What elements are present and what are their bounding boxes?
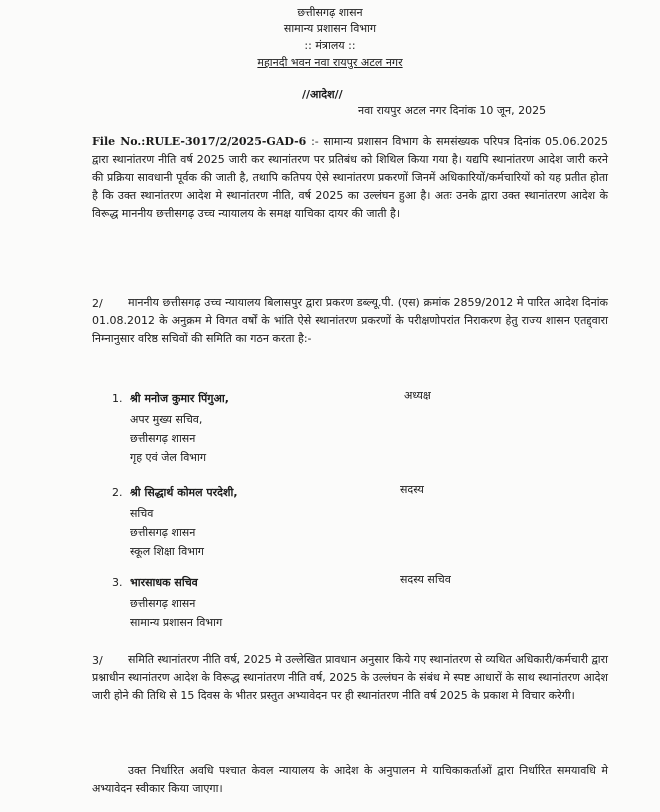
mantralaya-label: :: मंत्रालय :: [304,39,356,52]
member-2-detail: स्कूल शिक्षा विभाग [130,545,204,558]
member-2-role: सदस्य [400,483,424,496]
paragraph-2-text: माननीय छत्तीसगढ़ उच्च न्यायालय बिलासपुर द्वारा प्रकरण डब्ल्यू.पी. (एस) क्रमांक 2859/2012 मे पारित आदेश दिनांक 01.08.2012 के अनुक्रम मे विगत वर्षों के भांति ऐसे स्थानांतरण प्रकरणों के परीक्षणोपरांत निराकरण हेतु राज्य शासन एतद्द्वारा निम्नानुसार वरिष्ठ सचिवों की समिति का गठन करता है:- [92,296,608,345]
address-line: महानदी भवन नवा रायपुर अटल नगर [257,56,403,69]
member-2-detail: सचिव [130,507,154,520]
gov-name: छत्तीसगढ़ शासन [297,6,363,19]
paragraph-3-number: 3/ [92,654,103,667]
paragraph-1-text: :- सामान्य प्रशासन विभाग के समसंख्यक परिपत्र दिनांक 05.06.2025 द्वारा स्थानांतरण नीति वर्ष 2025 जारी कर स्थानांतरण पर प्रतिबंध को शिथिल किया गया है। यद्यपि स्थानांतरण आदेश जारी करने की प्रक्रिया सावधानी पूर्वक की जाती है, तथापि कतिपय ऐसे स्थानांतरण प्रकरणों जिनमें अधिकारियों/कर्मचारियों को यह प्रतीत होता है कि उक्त स्थानांतरण आदेश मे स्थानांतरण नीति, वर्ष 2025 का उल्लंघन हुआ है। अतः उनके द्वारा उक्त स्थानांतरण आदेश के विरूद्ध माननीय छत्तीसगढ़ उच्च न्यायालय के समक्ष याचिका दायर की जाती है। [92,135,608,220]
member-2-detail: छत्तीसगढ़ शासन [130,526,196,539]
member-1-detail: गृह एवं जेल विभाग [130,451,207,464]
member-3-detail: सामान्य प्रशासन विभाग [130,616,223,629]
paragraph-3-text: समिति स्थानांतरण नीति वर्ष, 2025 मे उल्लेखित प्रावधान अनुसार किये गए स्थानांतरण से व्यथित अधिकारी/कर्मचारी द्वारा प्रश्नाधीन स्थानांतरण आदेश के विरूद्ध स्थानांतरण नीति वर्ष, 2025 के उल्लंघन के संबंध मे स्पष्ट आधारों के साथ स्थानांतरण आदेश जारी होने की तिथि से 15 दिवस के भीतर प्रस्तुत अभ्यावेदन पर ही स्थानांतरण नीति वर्ष 2025 के प्रकाश मे विचार करेगी। [92,653,608,702]
member-1-detail: छत्तीसगढ़ शासन [130,432,196,445]
member-3-detail: छत्तीसगढ़ शासन [130,597,196,610]
member-1-name: श्री मनोज कुमार पिंगुआ, [130,392,229,405]
member-3-name: भारसाधक सचिव [130,576,198,589]
date-line: नवा रायपुर अटल नगर दिनांक 10 जून, 2025 [358,104,547,117]
paragraph-1 [92,133,608,223]
member-2-name: श्री सिद्धार्थ कोमल परदेशी, [130,486,238,499]
member-1-number: 1. [112,392,123,405]
member-1-role: अध्यक्ष [404,389,431,402]
member-3-number: 3. [112,576,123,589]
department-name: सामान्य प्रशासन विभाग [283,22,377,35]
paragraph-2-number: 2/ [92,297,103,310]
file-number: File No.:RULE-3017/2/2025-GAD-6 [92,135,307,148]
member-2-number: 2. [112,486,123,499]
paragraph-4-text: उक्त निर्धारित अवधि पश्चात केवल न्यायालय के आदेश के अनुपालन मे याचिकाकर्ताओं द्वारा निर्धारित समयावधि मे अभ्यावेदन स्वीकार किया जाएगा। [92,764,608,795]
member-3-role: सदस्य सचिव [400,573,451,586]
member-1-detail: अपर मुख्य सचिव, [130,413,203,426]
order-title: //आदेश// [302,88,343,101]
